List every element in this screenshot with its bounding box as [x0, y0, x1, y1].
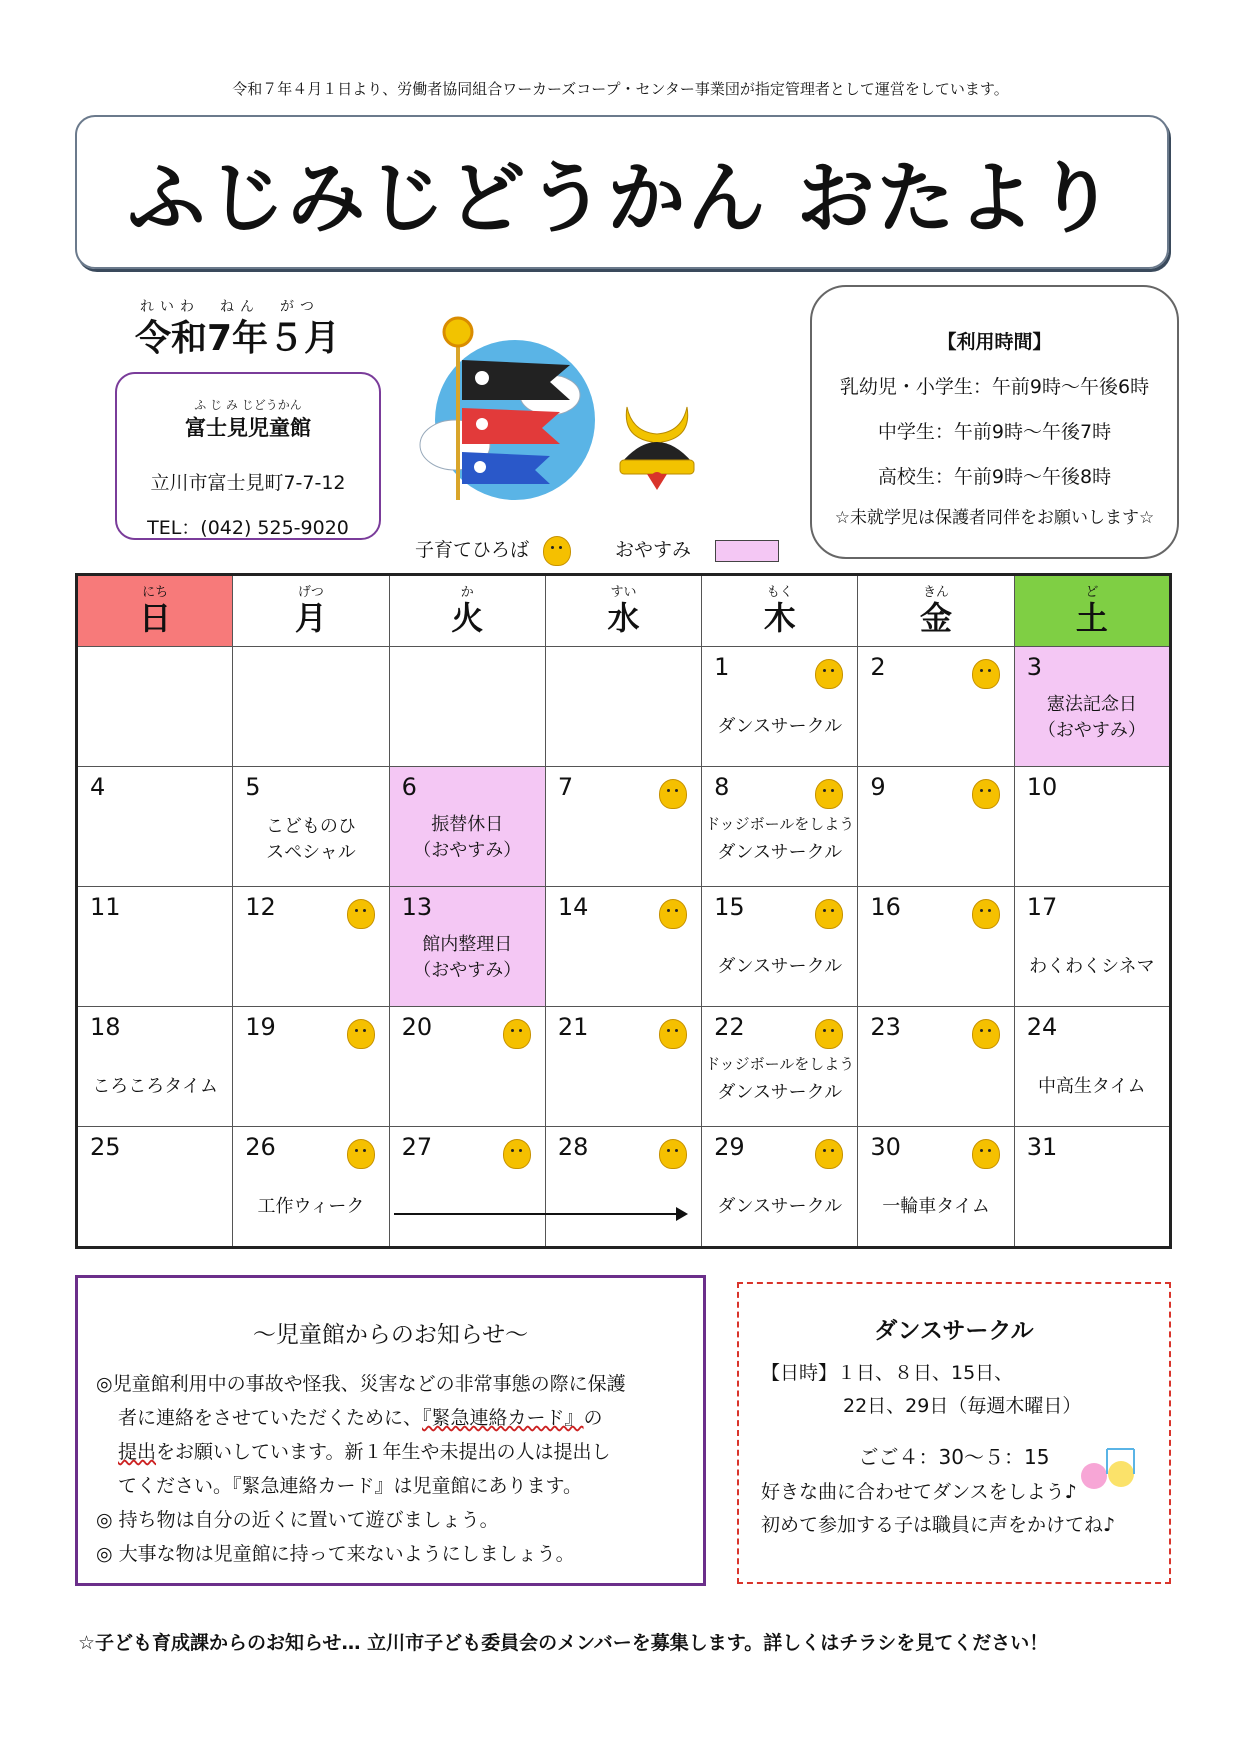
- chick-icon: [972, 659, 1000, 689]
- calendar-week: [77, 647, 1171, 767]
- calendar-event: ドッジボールをしよう: [705, 815, 855, 833]
- notice-p1-line2a: 者に連絡をさせていただくために、: [118, 1407, 423, 1429]
- calendar-event: 振替休日: [431, 814, 504, 835]
- chick-icon: [972, 1019, 1000, 1049]
- calendar-day-cell: [77, 1127, 233, 1248]
- notice-p1-line1: ◎児童館利用中の事故や怪我、災害などの非常事態の際に保護: [96, 1373, 626, 1395]
- dance-circle-box: [737, 1282, 1171, 1584]
- calendar-day-cell: [858, 887, 1014, 1007]
- chick-icon: [347, 1019, 375, 1049]
- calendar-day-cell: [233, 1127, 389, 1248]
- weekday-label: 水: [607, 599, 640, 637]
- calendar-event: ダンスサークル: [717, 716, 843, 737]
- day-number: 16: [870, 893, 901, 921]
- calendar-event: わくわくシネマ: [1029, 956, 1155, 977]
- calendar-day-cell: [233, 887, 389, 1007]
- calendar-event: 憲法記念日: [1046, 694, 1137, 715]
- calendar-day-cell: [1014, 887, 1170, 1007]
- calendar-day-cell: [389, 767, 545, 887]
- day-number: 20: [401, 1013, 433, 1041]
- day-number: 26: [245, 1133, 276, 1161]
- day-number: 28: [557, 1133, 589, 1161]
- chick-icon: [503, 1019, 531, 1049]
- calendar-week: [77, 767, 1171, 887]
- facility-tel: TEL：(042) 525-9020: [147, 517, 349, 539]
- legend-playroom: [415, 535, 571, 566]
- koinobori-illustration: [400, 310, 600, 510]
- day-number: 12: [245, 893, 276, 921]
- notice-paragraph-1: [96, 1367, 685, 1503]
- dance-title: ダンスサークル: [874, 1318, 1034, 1344]
- weekday-ruby: きん: [923, 585, 950, 600]
- day-number: 11: [90, 893, 121, 921]
- day-number: 3: [1026, 653, 1042, 681]
- day-number: 18: [90, 1013, 121, 1041]
- chick-icon: [659, 1139, 687, 1169]
- calendar-day-cell: [702, 1007, 858, 1127]
- day-number: 13: [401, 893, 433, 921]
- calendar-event: ころころタイム: [92, 1076, 218, 1097]
- chick-icon: [347, 899, 375, 929]
- chick-icon: [815, 779, 843, 809]
- day-number: 19: [245, 1013, 276, 1041]
- weekday-ruby: か: [460, 585, 474, 600]
- calendar-body: [77, 647, 1171, 1248]
- day-number: 24: [1026, 1013, 1058, 1041]
- weekday-ruby: にち: [142, 585, 169, 600]
- notice-paragraph-2: ◎ 持ち物は自分の近くに置いて遊びましょう。: [96, 1509, 499, 1531]
- calendar-event: 館内整理日: [422, 934, 513, 955]
- weekday-header-6: [1014, 575, 1170, 647]
- calendar-day-cell: [545, 1007, 701, 1127]
- day-number: 30: [870, 1133, 901, 1161]
- footer-notice: ☆子ども育成課からのお知らせ… 立川市子ども委員会のメンバーを募集します。詳しくはチラシを見てください！: [78, 1632, 1049, 1654]
- chick-icon: [815, 899, 843, 929]
- chick-icon: [503, 1139, 531, 1169]
- notice-p1-line2c: の: [583, 1407, 603, 1429]
- weekday-header-5: [858, 575, 1014, 647]
- calendar-day-cell: [389, 1007, 545, 1127]
- hours-title: 【利用時間】: [937, 331, 1052, 353]
- weekday-ruby: すい: [610, 585, 637, 600]
- calendar-day-cell: [1014, 1127, 1170, 1248]
- weekday-label: 金: [920, 599, 953, 637]
- calendar-event: ダンスサークル: [717, 1082, 843, 1103]
- calendar-week: [77, 1007, 1171, 1127]
- dance-time: ごご４：30～５：15: [858, 1445, 1050, 1469]
- notice-emergency-card: 『緊急連絡カード』: [422, 1407, 584, 1429]
- day-number: 21: [557, 1013, 589, 1041]
- calendar-event: ドッジボールをしよう: [705, 1055, 855, 1073]
- legend-closed: [615, 535, 779, 562]
- dance-line-1: 好きな曲に合わせてダンスをしよう♪: [761, 1481, 1077, 1503]
- chick-icon: [815, 1019, 843, 1049]
- day-number: 9: [870, 773, 886, 801]
- hours-line-junior-high: 中学生：午前9時～午後7時: [877, 421, 1112, 443]
- calendar-day-cell: [702, 647, 858, 767]
- calendar-day-cell: [702, 1127, 858, 1248]
- calendar-table: [75, 573, 1172, 1249]
- calendar-event: ダンスサークル: [717, 956, 843, 977]
- weekday-label: 火: [451, 599, 484, 637]
- music-note-icon: [1079, 1444, 1149, 1494]
- calendar-event: （おやすみ）: [1037, 720, 1146, 741]
- calendar-event: （おやすみ）: [413, 840, 522, 861]
- calendar-day-cell: [233, 1007, 389, 1127]
- chick-icon: [347, 1139, 375, 1169]
- day-number: 22: [714, 1013, 745, 1041]
- dance-schedule-2: 22日、29日（毎週木曜日）: [843, 1395, 1082, 1417]
- calendar-day-cell: [545, 767, 701, 887]
- facility-name: 富士見児童館: [185, 416, 311, 440]
- notice-title: ～児童館からのお知らせ～: [252, 1322, 529, 1348]
- facility-address: 立川市富士見町7-7-12: [150, 472, 346, 494]
- dance-line-2: 初めて参加する子は職員に声をかけてね♪: [761, 1514, 1116, 1536]
- calendar-event: 中高生タイム: [1038, 1076, 1146, 1097]
- day-number: 1: [714, 653, 730, 681]
- calendar-day-cell: [545, 1127, 701, 1248]
- dance-schedule: [761, 1357, 1169, 1423]
- calendar-day-cell: [77, 767, 233, 887]
- weekday-label: 土: [1075, 599, 1108, 637]
- dance-schedule-1: 【日時】１日、８日、15日、: [761, 1362, 1014, 1384]
- weekday-label: 日: [139, 599, 172, 637]
- calendar-day-cell: [702, 767, 858, 887]
- calendar-event: （おやすみ）: [413, 960, 522, 981]
- calendar-event: 工作ウィーク: [257, 1196, 365, 1217]
- day-number: 23: [870, 1013, 901, 1041]
- calendar-event: こどものひ: [265, 816, 356, 837]
- calendar-day-cell: [858, 1127, 1014, 1248]
- weekday-header-row: [77, 575, 1171, 647]
- hours-line-high-school: 高校生：午前9時～午後8時: [877, 466, 1112, 488]
- day-number: 5: [245, 773, 261, 801]
- weekday-ruby: もく: [766, 585, 793, 600]
- calendar-day-cell: [389, 887, 545, 1007]
- calendar-day-cell: [858, 647, 1014, 767]
- hours-box: [810, 285, 1179, 559]
- arrow-head-icon: [676, 1207, 688, 1221]
- weekday-header-0: [77, 575, 233, 647]
- weekday-label: 月: [294, 599, 327, 637]
- notice-paragraph-3: ◎ 大事な物は児童館に持って来ないようにしましょう。: [96, 1543, 575, 1565]
- day-number: 25: [90, 1133, 121, 1161]
- day-number: 14: [557, 893, 589, 921]
- day-number: 4: [90, 773, 106, 801]
- notice-body: [96, 1367, 685, 1571]
- calendar-day-cell: [233, 767, 389, 887]
- chick-icon: [659, 779, 687, 809]
- chick-icon: [659, 1019, 687, 1049]
- calendar-week: [77, 1127, 1171, 1248]
- craft-week-arrow: [394, 1213, 677, 1215]
- chick-icon: [972, 1139, 1000, 1169]
- calendar-day-cell: [1014, 1007, 1170, 1127]
- calendar-event: ダンスサークル: [717, 842, 843, 863]
- chick-icon: [815, 1139, 843, 1169]
- weekday-ruby: ど: [1085, 585, 1099, 600]
- date-ruby: れいわ ねん がつ: [140, 299, 320, 315]
- weekday-header-1: [233, 575, 389, 647]
- calendar-day-cell: [545, 647, 701, 767]
- weekday-ruby: げつ: [297, 585, 324, 600]
- weekday-label: 木: [763, 599, 796, 637]
- calendar-day-cell: [545, 887, 701, 1007]
- date-heading: 令和7年５月: [135, 318, 341, 359]
- calendar-day-cell: [858, 1007, 1014, 1127]
- calendar-day-cell: [233, 647, 389, 767]
- weekday-header-4: [702, 575, 858, 647]
- day-number: 6: [401, 773, 417, 801]
- calendar-day-cell: [702, 887, 858, 1007]
- hours-line-infant: 乳幼児・小学生：午前9時～午後6時: [839, 376, 1150, 398]
- calendar-day-cell: [77, 1007, 233, 1127]
- calendar-day-cell: [77, 887, 233, 1007]
- facility-info-box: [115, 372, 381, 540]
- calendar-event: ダンスサークル: [717, 1196, 843, 1217]
- calendar-event: 一輪車タイム: [882, 1196, 990, 1217]
- day-number: 27: [401, 1133, 433, 1161]
- notice-p1-line4: てください。『緊急連絡カード』は児童館にあります。: [118, 1475, 582, 1497]
- legend-playroom-label: 子育てひろば: [415, 539, 530, 561]
- notice-p1-line3: をお願いしています。新１年生や未提出の人は提出し: [156, 1441, 611, 1463]
- calendar-day-cell: [389, 1127, 545, 1248]
- day-number: 2: [870, 653, 886, 681]
- day-number: 10: [1026, 773, 1058, 801]
- top-note: 令和７年４月１日より、労働者協同組合ワーカーズコープ・センター事業団が指定管理者として運営をしています。: [232, 80, 1009, 98]
- day-number: 7: [557, 773, 574, 801]
- chick-icon: [972, 779, 1000, 809]
- day-number: 15: [714, 893, 745, 921]
- hours-note: ☆未就学児は保護者同伴をお願いします☆: [834, 508, 1155, 528]
- day-number: 17: [1026, 893, 1058, 921]
- calendar-day-cell: [1014, 647, 1170, 767]
- weekday-header-2: [389, 575, 545, 647]
- calendar-day-cell: [77, 647, 233, 767]
- chick-icon: [659, 899, 687, 929]
- calendar-day-cell: [1014, 767, 1170, 887]
- chick-icon: [815, 659, 843, 689]
- weekday-header-3: [545, 575, 701, 647]
- notice-box: [75, 1275, 706, 1586]
- day-number: 8: [714, 773, 730, 801]
- calendar-week: [77, 887, 1171, 1007]
- facility-ruby: ふ じ み じどうかん: [194, 398, 302, 412]
- legend-closed-label: おやすみ: [615, 539, 692, 561]
- day-number: 29: [714, 1133, 745, 1161]
- chick-icon: [543, 536, 571, 566]
- calendar-day-cell: [389, 647, 545, 767]
- kabuto-helmet-illustration: [612, 402, 702, 494]
- day-number: 31: [1026, 1133, 1058, 1161]
- newsletter-title: ふじみじどうかん おたより: [75, 115, 1169, 269]
- notice-submit: 提出: [118, 1441, 157, 1463]
- calendar-event: スペシャル: [266, 842, 356, 863]
- calendar-day-cell: [858, 767, 1014, 887]
- closed-swatch: [715, 540, 779, 562]
- chick-icon: [972, 899, 1000, 929]
